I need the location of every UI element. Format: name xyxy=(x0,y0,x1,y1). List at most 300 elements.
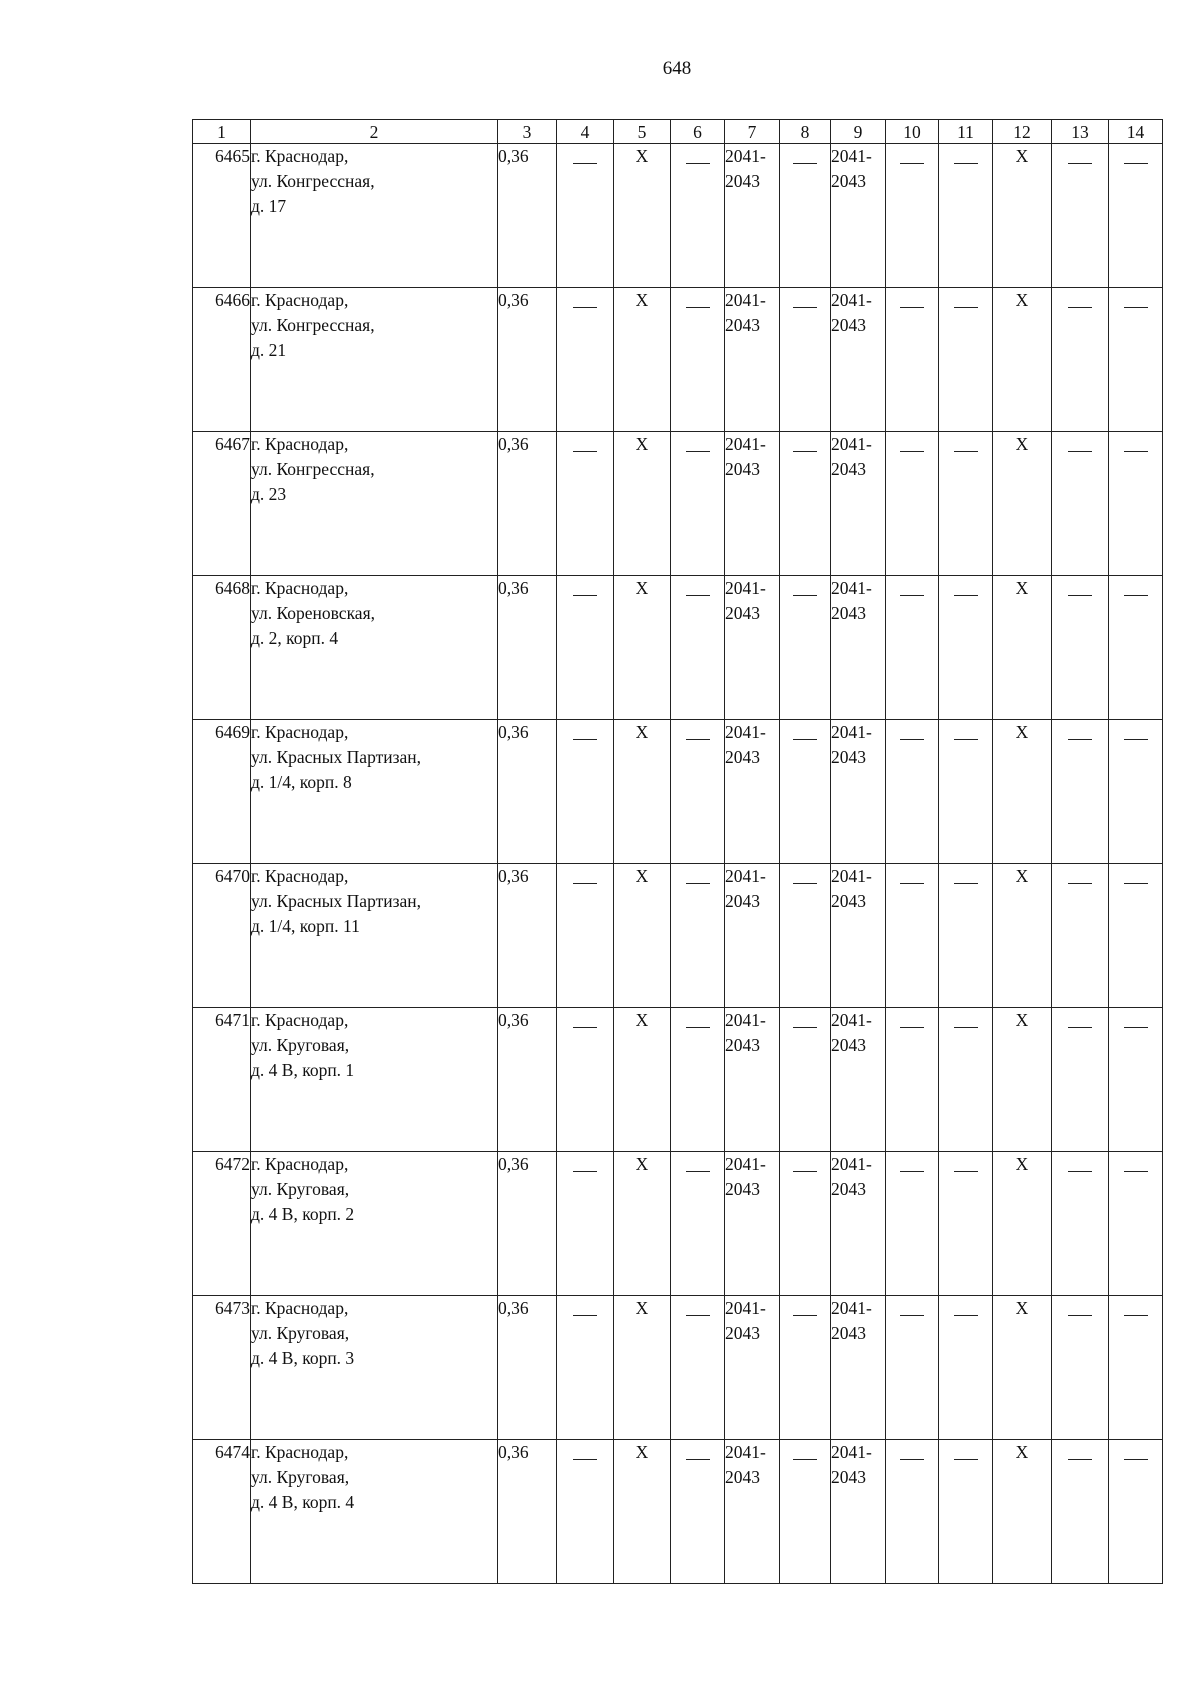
value-cell-12 xyxy=(993,288,1052,432)
dash-mark xyxy=(900,1027,924,1028)
cell-line: 2043 xyxy=(831,1323,866,1343)
table-row xyxy=(193,144,1163,288)
value-cell-5 xyxy=(614,1296,671,1440)
cell-line: 2043 xyxy=(831,1035,866,1055)
value-cell-12 xyxy=(993,576,1052,720)
value-cell-4 xyxy=(557,144,614,288)
cell-line: 2043 xyxy=(831,747,866,767)
cell-line: д. 2, корп. 4 xyxy=(251,628,339,648)
address-cell xyxy=(251,576,498,720)
cell-line: ул. Круговая, xyxy=(251,1179,350,1199)
value-cell-8 xyxy=(780,720,831,864)
cell-line: 2041- xyxy=(831,722,872,742)
dash-mark xyxy=(1124,1459,1148,1460)
value-cell-11 xyxy=(939,288,993,432)
cell-line: д. 21 xyxy=(251,340,287,360)
value-cell-10 xyxy=(886,144,939,288)
dash-mark xyxy=(1068,1459,1092,1460)
column-header-6: 6 xyxy=(671,120,725,144)
value-cell-14 xyxy=(1109,432,1163,576)
dash-mark xyxy=(573,163,597,164)
period-cell-7 xyxy=(725,1440,780,1584)
value-cell-11 xyxy=(939,1152,993,1296)
cell-line: 2043 xyxy=(725,1467,760,1487)
value-cell-4 xyxy=(557,432,614,576)
cell-line: д. 1/4, корп. 8 xyxy=(251,772,352,792)
cell-line: 2041- xyxy=(725,1154,766,1174)
cell-line: 2043 xyxy=(725,315,760,335)
cell-value: Х xyxy=(635,1442,649,1462)
cell-line: 2043 xyxy=(831,1179,866,1199)
cell-line: г. Краснодар, xyxy=(251,1442,349,1462)
value-cell-10 xyxy=(886,1008,939,1152)
dash-mark xyxy=(573,1171,597,1172)
value-cell-8 xyxy=(780,1440,831,1584)
dash-mark xyxy=(900,451,924,452)
value-cell-3 xyxy=(498,576,557,720)
dash-mark xyxy=(1068,307,1092,308)
value-cell-11 xyxy=(939,1296,993,1440)
cell-line: г. Краснодар, xyxy=(251,866,349,886)
row-number-text: 6474 xyxy=(215,1442,250,1462)
dash-mark xyxy=(1124,1171,1148,1172)
dash-mark xyxy=(900,739,924,740)
page-number: 648 xyxy=(662,58,692,79)
dash-mark xyxy=(573,739,597,740)
dash-mark xyxy=(686,1027,710,1028)
cell-line: 2041- xyxy=(831,146,872,166)
value-cell-6 xyxy=(671,864,725,1008)
cell-line: 2043 xyxy=(725,747,760,767)
cell-value: Х xyxy=(635,722,649,742)
dash-mark xyxy=(793,307,817,308)
cell-line: д. 1/4, корп. 11 xyxy=(251,916,360,936)
period-cell-7 xyxy=(725,144,780,288)
dash-mark xyxy=(686,883,710,884)
value-cell-14 xyxy=(1109,576,1163,720)
period-cell-7 xyxy=(725,1296,780,1440)
cell-line: 2043 xyxy=(725,171,760,191)
dash-mark xyxy=(1124,1027,1148,1028)
value-cell-13 xyxy=(1052,720,1109,864)
value-cell-8 xyxy=(780,1008,831,1152)
cell-line: г. Краснодар, xyxy=(251,1154,349,1174)
row-number-text: 6473 xyxy=(215,1298,250,1318)
table-row xyxy=(193,576,1163,720)
value-cell-14 xyxy=(1109,288,1163,432)
cell-line: 2041- xyxy=(831,578,872,598)
dash-mark xyxy=(686,1171,710,1172)
period-cell-9 xyxy=(831,144,886,288)
cell-line: ул. Красных Партизан, xyxy=(251,747,422,767)
value-cell-10 xyxy=(886,576,939,720)
dash-mark xyxy=(793,1459,817,1460)
cell-line: 2043 xyxy=(831,891,866,911)
cell-line: 2041- xyxy=(831,866,872,886)
column-header-5: 5 xyxy=(614,120,671,144)
cell-value: Х xyxy=(635,866,649,886)
value-cell-12 xyxy=(993,1440,1052,1584)
row-number-text: 6467 xyxy=(215,434,250,454)
address-cell xyxy=(251,144,498,288)
value-cell-10 xyxy=(886,864,939,1008)
dash-mark xyxy=(1124,1315,1148,1316)
value-cell-6 xyxy=(671,720,725,864)
column-header-3: 3 xyxy=(498,120,557,144)
row-number-text: 6470 xyxy=(215,866,250,886)
cell-line: ул. Конгрессная, xyxy=(251,171,375,191)
cell-line: 2043 xyxy=(725,603,760,623)
value-cell-6 xyxy=(671,144,725,288)
period-cell-7 xyxy=(725,288,780,432)
value-cell-14 xyxy=(1109,1440,1163,1584)
value-cell-11 xyxy=(939,1440,993,1584)
row-number xyxy=(193,1008,251,1152)
dash-mark xyxy=(954,451,978,452)
period-cell-9 xyxy=(831,1152,886,1296)
cell-value: Х xyxy=(1015,1442,1029,1462)
value-cell-12 xyxy=(993,432,1052,576)
value-cell-4 xyxy=(557,1152,614,1296)
value-cell-12 xyxy=(993,720,1052,864)
dash-mark xyxy=(954,163,978,164)
value-cell-3 xyxy=(498,1296,557,1440)
period-cell-7 xyxy=(725,720,780,864)
dash-mark xyxy=(573,883,597,884)
dash-mark xyxy=(1068,1171,1092,1172)
cell-value: Х xyxy=(1015,578,1029,598)
cell-line: 2043 xyxy=(725,1323,760,1343)
value-cell-5 xyxy=(614,432,671,576)
value-cell-12 xyxy=(993,144,1052,288)
dash-mark xyxy=(1068,163,1092,164)
dash-mark xyxy=(686,595,710,596)
table-row xyxy=(193,1296,1163,1440)
value-cell-3 xyxy=(498,432,557,576)
table-header xyxy=(193,120,1163,144)
value-cell-13 xyxy=(1052,144,1109,288)
column-header-7: 7 xyxy=(725,120,780,144)
header-row xyxy=(193,120,1163,144)
value-cell-8 xyxy=(780,864,831,1008)
cell-value: Х xyxy=(1015,1154,1029,1174)
value-cell-14 xyxy=(1109,720,1163,864)
cell-line: 2043 xyxy=(831,459,866,479)
cell-value: 0,36 xyxy=(498,1010,529,1030)
period-cell-7 xyxy=(725,432,780,576)
cell-line: 2043 xyxy=(831,603,866,623)
value-cell-13 xyxy=(1052,432,1109,576)
value-cell-3 xyxy=(498,288,557,432)
dash-mark xyxy=(1124,451,1148,452)
value-cell-4 xyxy=(557,720,614,864)
value-cell-11 xyxy=(939,864,993,1008)
cell-line: г. Краснодар, xyxy=(251,290,349,310)
cell-line: 2041- xyxy=(725,722,766,742)
dash-mark xyxy=(900,883,924,884)
dash-mark xyxy=(1068,1315,1092,1316)
value-cell-13 xyxy=(1052,288,1109,432)
cell-line: г. Краснодар, xyxy=(251,578,349,598)
cell-line: 2041- xyxy=(725,866,766,886)
cell-value: Х xyxy=(635,1010,649,1030)
row-number-text: 6468 xyxy=(215,578,250,598)
value-cell-10 xyxy=(886,1296,939,1440)
cell-value: 0,36 xyxy=(498,1298,529,1318)
value-cell-10 xyxy=(886,288,939,432)
cell-line: 2041- xyxy=(831,1154,872,1174)
cell-line: д. 4 В, корп. 2 xyxy=(251,1204,355,1224)
row-number xyxy=(193,144,251,288)
value-cell-5 xyxy=(614,1440,671,1584)
cell-line: г. Краснодар, xyxy=(251,722,349,742)
dash-mark xyxy=(900,1315,924,1316)
cell-line: ул. Круговая, xyxy=(251,1323,350,1343)
column-header-9: 9 xyxy=(831,120,886,144)
value-cell-3 xyxy=(498,720,557,864)
column-header-8: 8 xyxy=(780,120,831,144)
dash-mark xyxy=(1124,163,1148,164)
dash-mark xyxy=(1124,883,1148,884)
cell-line: 2043 xyxy=(831,1467,866,1487)
cell-line: ул. Кореновская, xyxy=(251,603,376,623)
value-cell-5 xyxy=(614,1008,671,1152)
value-cell-4 xyxy=(557,576,614,720)
cell-line: 2041- xyxy=(725,434,766,454)
value-cell-4 xyxy=(557,1008,614,1152)
dash-mark xyxy=(1068,1027,1092,1028)
value-cell-14 xyxy=(1109,1152,1163,1296)
dash-mark xyxy=(954,595,978,596)
table-row xyxy=(193,288,1163,432)
dash-mark xyxy=(686,307,710,308)
table-row xyxy=(193,1440,1163,1584)
period-cell-9 xyxy=(831,1296,886,1440)
value-cell-8 xyxy=(780,288,831,432)
table-row xyxy=(193,432,1163,576)
dash-mark xyxy=(954,1027,978,1028)
dash-mark xyxy=(1124,739,1148,740)
value-cell-13 xyxy=(1052,864,1109,1008)
dash-mark xyxy=(686,1459,710,1460)
dash-mark xyxy=(793,739,817,740)
cell-value: Х xyxy=(1015,1298,1029,1318)
period-cell-9 xyxy=(831,432,886,576)
cell-line: д. 23 xyxy=(251,484,287,504)
cell-value: 0,36 xyxy=(498,866,529,886)
dash-mark xyxy=(573,1315,597,1316)
cell-value: Х xyxy=(635,434,649,454)
cell-line: 2041- xyxy=(831,1442,872,1462)
dash-mark xyxy=(793,1171,817,1172)
cell-line: 2043 xyxy=(725,891,760,911)
value-cell-3 xyxy=(498,1440,557,1584)
value-cell-6 xyxy=(671,288,725,432)
cell-value: 0,36 xyxy=(498,290,529,310)
value-cell-5 xyxy=(614,720,671,864)
cell-value: Х xyxy=(1015,146,1029,166)
cell-line: 2043 xyxy=(725,1035,760,1055)
dash-mark xyxy=(573,1027,597,1028)
dash-mark xyxy=(686,163,710,164)
cell-line: 2043 xyxy=(725,459,760,479)
value-cell-5 xyxy=(614,288,671,432)
cell-line: 2041- xyxy=(725,578,766,598)
register-table xyxy=(192,119,1163,1584)
column-header-4: 4 xyxy=(557,120,614,144)
address-cell xyxy=(251,432,498,576)
cell-value: Х xyxy=(1015,434,1029,454)
value-cell-12 xyxy=(993,1008,1052,1152)
dash-mark xyxy=(573,595,597,596)
table-row xyxy=(193,1008,1163,1152)
cell-value: Х xyxy=(635,578,649,598)
dash-mark xyxy=(1068,739,1092,740)
cell-line: ул. Красных Партизан, xyxy=(251,891,422,911)
value-cell-6 xyxy=(671,1296,725,1440)
dash-mark xyxy=(954,1315,978,1316)
dash-mark xyxy=(793,883,817,884)
address-cell xyxy=(251,1152,498,1296)
value-cell-6 xyxy=(671,1008,725,1152)
row-number xyxy=(193,432,251,576)
cell-value: Х xyxy=(635,290,649,310)
cell-value: 0,36 xyxy=(498,722,529,742)
period-cell-9 xyxy=(831,864,886,1008)
dash-mark xyxy=(900,307,924,308)
value-cell-3 xyxy=(498,1152,557,1296)
value-cell-5 xyxy=(614,1152,671,1296)
value-cell-12 xyxy=(993,864,1052,1008)
value-cell-10 xyxy=(886,1440,939,1584)
value-cell-6 xyxy=(671,1152,725,1296)
cell-line: д. 4 В, корп. 3 xyxy=(251,1348,355,1368)
period-cell-7 xyxy=(725,576,780,720)
period-cell-9 xyxy=(831,720,886,864)
cell-value: 0,36 xyxy=(498,1154,529,1174)
value-cell-3 xyxy=(498,1008,557,1152)
cell-line: 2041- xyxy=(831,290,872,310)
dash-mark xyxy=(954,883,978,884)
address-cell xyxy=(251,720,498,864)
value-cell-3 xyxy=(498,144,557,288)
cell-line: 2041- xyxy=(831,434,872,454)
dash-mark xyxy=(900,595,924,596)
cell-line: г. Краснодар, xyxy=(251,434,349,454)
cell-line: 2043 xyxy=(725,1179,760,1199)
value-cell-4 xyxy=(557,1296,614,1440)
cell-value: 0,36 xyxy=(498,578,529,598)
table-row xyxy=(193,1152,1163,1296)
dash-mark xyxy=(686,451,710,452)
cell-line: г. Краснодар, xyxy=(251,146,349,166)
cell-value: Х xyxy=(635,146,649,166)
dash-mark xyxy=(1068,451,1092,452)
cell-line: д. 17 xyxy=(251,196,287,216)
cell-line: ул. Круговая, xyxy=(251,1467,350,1487)
address-cell xyxy=(251,1296,498,1440)
value-cell-12 xyxy=(993,1296,1052,1440)
value-cell-8 xyxy=(780,1296,831,1440)
column-header-13: 13 xyxy=(1052,120,1109,144)
cell-value: 0,36 xyxy=(498,434,529,454)
dash-mark xyxy=(686,739,710,740)
value-cell-14 xyxy=(1109,864,1163,1008)
value-cell-5 xyxy=(614,576,671,720)
value-cell-5 xyxy=(614,864,671,1008)
value-cell-13 xyxy=(1052,1296,1109,1440)
value-cell-13 xyxy=(1052,1152,1109,1296)
cell-value: Х xyxy=(1015,1010,1029,1030)
cell-value: Х xyxy=(1015,866,1029,886)
dash-mark xyxy=(573,451,597,452)
value-cell-4 xyxy=(557,864,614,1008)
row-number xyxy=(193,720,251,864)
cell-line: 2041- xyxy=(725,290,766,310)
row-number xyxy=(193,864,251,1008)
period-cell-7 xyxy=(725,1152,780,1296)
row-number xyxy=(193,1440,251,1584)
value-cell-12 xyxy=(993,1152,1052,1296)
value-cell-4 xyxy=(557,288,614,432)
dash-mark xyxy=(954,739,978,740)
value-cell-10 xyxy=(886,1152,939,1296)
value-cell-6 xyxy=(671,576,725,720)
dash-mark xyxy=(954,307,978,308)
column-header-11: 11 xyxy=(939,120,993,144)
row-number xyxy=(193,576,251,720)
value-cell-13 xyxy=(1052,1008,1109,1152)
cell-line: 2041- xyxy=(831,1010,872,1030)
value-cell-6 xyxy=(671,432,725,576)
value-cell-8 xyxy=(780,432,831,576)
cell-line: 2041- xyxy=(725,146,766,166)
column-header-14: 14 xyxy=(1109,120,1163,144)
value-cell-6 xyxy=(671,1440,725,1584)
cell-value: Х xyxy=(635,1298,649,1318)
cell-line: г. Краснодар, xyxy=(251,1010,349,1030)
value-cell-8 xyxy=(780,144,831,288)
period-cell-9 xyxy=(831,1440,886,1584)
dash-mark xyxy=(954,1171,978,1172)
value-cell-14 xyxy=(1109,1296,1163,1440)
dash-mark xyxy=(1124,307,1148,308)
column-header-1: 1 xyxy=(193,120,251,144)
column-header-12: 12 xyxy=(993,120,1052,144)
value-cell-11 xyxy=(939,432,993,576)
value-cell-13 xyxy=(1052,576,1109,720)
value-cell-11 xyxy=(939,1008,993,1152)
dash-mark xyxy=(1124,595,1148,596)
value-cell-10 xyxy=(886,432,939,576)
row-number-text: 6465 xyxy=(215,146,250,166)
cell-value: Х xyxy=(1015,722,1029,742)
period-cell-9 xyxy=(831,1008,886,1152)
cell-line: ул. Конгрессная, xyxy=(251,315,375,335)
cell-line: 2041- xyxy=(725,1442,766,1462)
cell-line: 2041- xyxy=(725,1298,766,1318)
value-cell-11 xyxy=(939,144,993,288)
cell-value: 0,36 xyxy=(498,146,529,166)
address-cell xyxy=(251,288,498,432)
row-number-text: 6466 xyxy=(215,290,250,310)
dash-mark xyxy=(793,1315,817,1316)
dash-mark xyxy=(793,595,817,596)
row-number-text: 6471 xyxy=(215,1010,250,1030)
cell-value: 0,36 xyxy=(498,1442,529,1462)
value-cell-13 xyxy=(1052,1440,1109,1584)
row-number xyxy=(193,288,251,432)
